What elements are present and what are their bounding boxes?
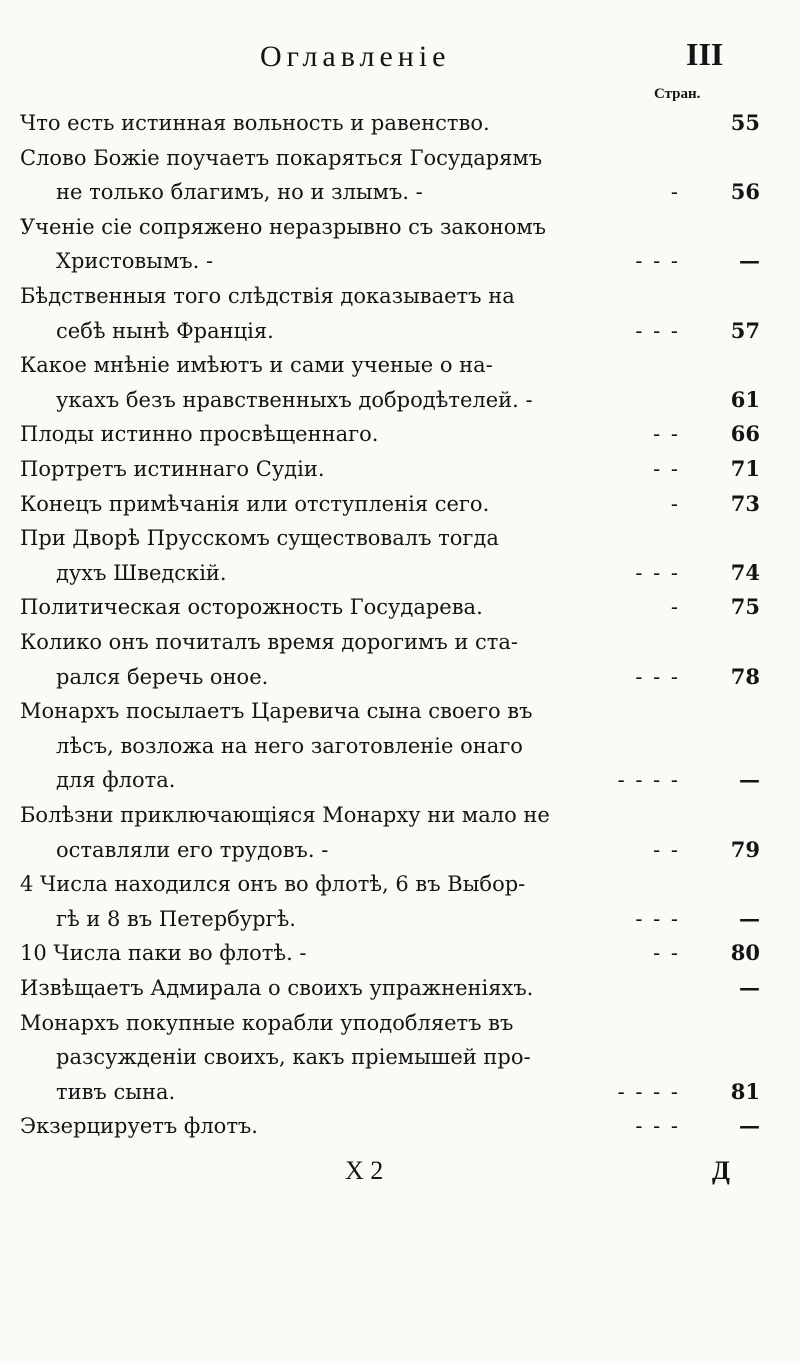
toc-entry-continuation [56, 556, 760, 590]
toc-entry-line [20, 521, 760, 555]
toc-entry-continuation [56, 383, 760, 417]
dot-leaders: - [670, 180, 680, 205]
toc-entry-line [20, 141, 760, 175]
toc-page-number: — [739, 975, 760, 1000]
dot-leaders: - - [653, 941, 680, 966]
dot-leaders: - - [653, 457, 680, 481]
toc-entry-line [20, 694, 760, 728]
toc-entry-text: оставляли его трудовъ. - [56, 837, 329, 862]
toc-entry-text: разсужденіи своихъ, какъ пріемышей про- [56, 1045, 531, 1070]
toc-entry-continuation [56, 244, 760, 278]
toc-entry-text: Конецъ примѣчанія или отступленія сего. [20, 491, 490, 516]
toc-page-number: 80 [730, 940, 760, 966]
dot-leaders: - - - - [617, 768, 680, 793]
toc-entry-text: Бѣдственныя того слѣдствія доказываетъ на [20, 284, 515, 308]
signature-mark: Х 2 [345, 1156, 384, 1185]
toc-entry-text: 4 Числа находился онъ во флотѣ, 6 въ Выбор- [20, 872, 526, 897]
page-title: Оглавленіе [260, 40, 451, 73]
toc-entry-line [20, 348, 760, 382]
toc-entry-line [20, 625, 760, 659]
toc-entry-text: гѣ и 8 въ Петербургѣ. [56, 906, 296, 931]
toc-entry-line [20, 867, 760, 901]
toc-entry-line [20, 590, 760, 624]
toc-entry-text: Болѣзни приключающіяся Монарху ни мало не [20, 803, 550, 827]
toc-entry-line [20, 210, 760, 244]
toc-entry-continuation [56, 763, 760, 797]
toc-page-number: 56 [730, 179, 760, 205]
toc-entry-continuation [56, 314, 760, 348]
toc-entry-line [20, 487, 760, 521]
toc-entry-line [20, 279, 760, 313]
toc-entry-line [20, 1006, 760, 1040]
toc-entry-line [20, 936, 760, 970]
toc-entry-continuation [56, 902, 760, 936]
toc-entry-text: духъ Шведскій. [56, 560, 227, 585]
dot-leaders: - - - [635, 664, 680, 689]
toc-page-number: 61 [730, 386, 760, 412]
toc-entry-text: Ученіе сіе сопряжено неразрывно съ закономъ [20, 214, 547, 239]
toc-entry-continuation [56, 1040, 760, 1074]
toc-page-number: 75 [730, 594, 760, 620]
toc-entry-text: Колико онъ почиталъ время дорогимъ и ста- [20, 630, 519, 654]
toc-entry-text: Что есть истинная вольность и равенство. [20, 111, 490, 135]
dot-leaders: - - - [635, 560, 680, 585]
toc-entry-text: лѣсъ, возложа на него заготовленіе онаго [56, 733, 523, 758]
toc-page-number: 78 [730, 663, 760, 689]
toc-page-number: — [739, 767, 760, 793]
toc-entry-text: При Дворѣ Прусскомъ существовалъ тогда [20, 526, 499, 551]
toc-page-number: — [739, 248, 760, 274]
toc-entry-continuation [56, 660, 760, 694]
toc-page-number: 57 [730, 317, 760, 343]
toc-entry-text: Слово Божіе поучаетъ покаряться Государямъ [20, 145, 543, 170]
toc-entry-text: Экзерцируетъ флотъ. [20, 1114, 258, 1139]
toc-page-number: 81 [730, 1078, 760, 1104]
dot-leaders: - - - [635, 1114, 680, 1139]
toc-entry-line [20, 798, 760, 832]
toc-entry-text: 10 Числа паки во флотѣ. - [20, 941, 307, 966]
toc-page-number: — [739, 1113, 760, 1139]
toc-entry-text: рался беречь оное. [56, 664, 269, 689]
catchword: Д [712, 1156, 730, 1185]
toc-entry-line [20, 452, 760, 486]
dot-leaders: - - [653, 837, 680, 862]
toc-entry-text: укахъ безъ нравственныхъ добродѣтелей. - [56, 387, 533, 412]
page-number: III [686, 36, 724, 72]
dot-leaders: - [670, 491, 680, 516]
toc-entry-line [20, 1109, 760, 1143]
toc-entry-text: Христовымъ. - [56, 249, 214, 274]
toc-entry-text: себѣ нынѣ Франція. [56, 318, 274, 343]
toc-entry-text: не только благимъ, но и злымъ. - [56, 180, 423, 205]
dot-leaders: - - - - [617, 1079, 680, 1104]
page-column-label: Стран. [654, 86, 701, 102]
toc-entry-continuation [56, 175, 760, 209]
toc-page-number: 66 [730, 421, 760, 447]
toc-page-number: 55 [730, 110, 760, 135]
toc-entry-continuation [56, 1075, 760, 1109]
dot-leaders: - [670, 595, 680, 620]
toc-page-number: — [739, 905, 760, 931]
toc-entry-text: Плоды истинно просвѣщеннаго. [20, 422, 379, 447]
toc-entry-text: тивъ сына. [56, 1079, 176, 1104]
toc-page-number: 71 [730, 456, 760, 481]
toc-entry-text: для флота. [56, 768, 176, 793]
toc-page-number: 79 [730, 836, 760, 862]
dot-leaders: - - - [635, 906, 680, 931]
toc-page-number: 73 [730, 490, 760, 516]
toc-entry-text: Извѣщаетъ Адмирала о своихъ упражненіяхъ. [20, 976, 534, 1000]
dot-leaders: - - [653, 422, 680, 447]
dot-leaders: - - - [635, 249, 680, 274]
toc-entry-text: Монархъ посылаетъ Царевича сына своего въ [20, 699, 533, 724]
toc-entry-line [20, 417, 760, 451]
toc-entry-text: Портретъ истиннаго Судіи. [20, 457, 325, 481]
toc-entry-text: Какое мнѣніе имѣютъ и сами ученые о на- [20, 353, 493, 378]
toc-entry-continuation [56, 833, 760, 867]
toc-entry-line [20, 971, 760, 1005]
toc-page-number: 74 [730, 559, 760, 585]
toc-entry-text: Политическая осторожность Государева. [20, 595, 483, 620]
toc-entry-line [20, 106, 760, 140]
dot-leaders: - - - [635, 318, 680, 343]
toc-entry-text: Монархъ покупные корабли уподобляетъ въ [20, 1010, 514, 1035]
toc-entry-continuation [56, 729, 760, 763]
